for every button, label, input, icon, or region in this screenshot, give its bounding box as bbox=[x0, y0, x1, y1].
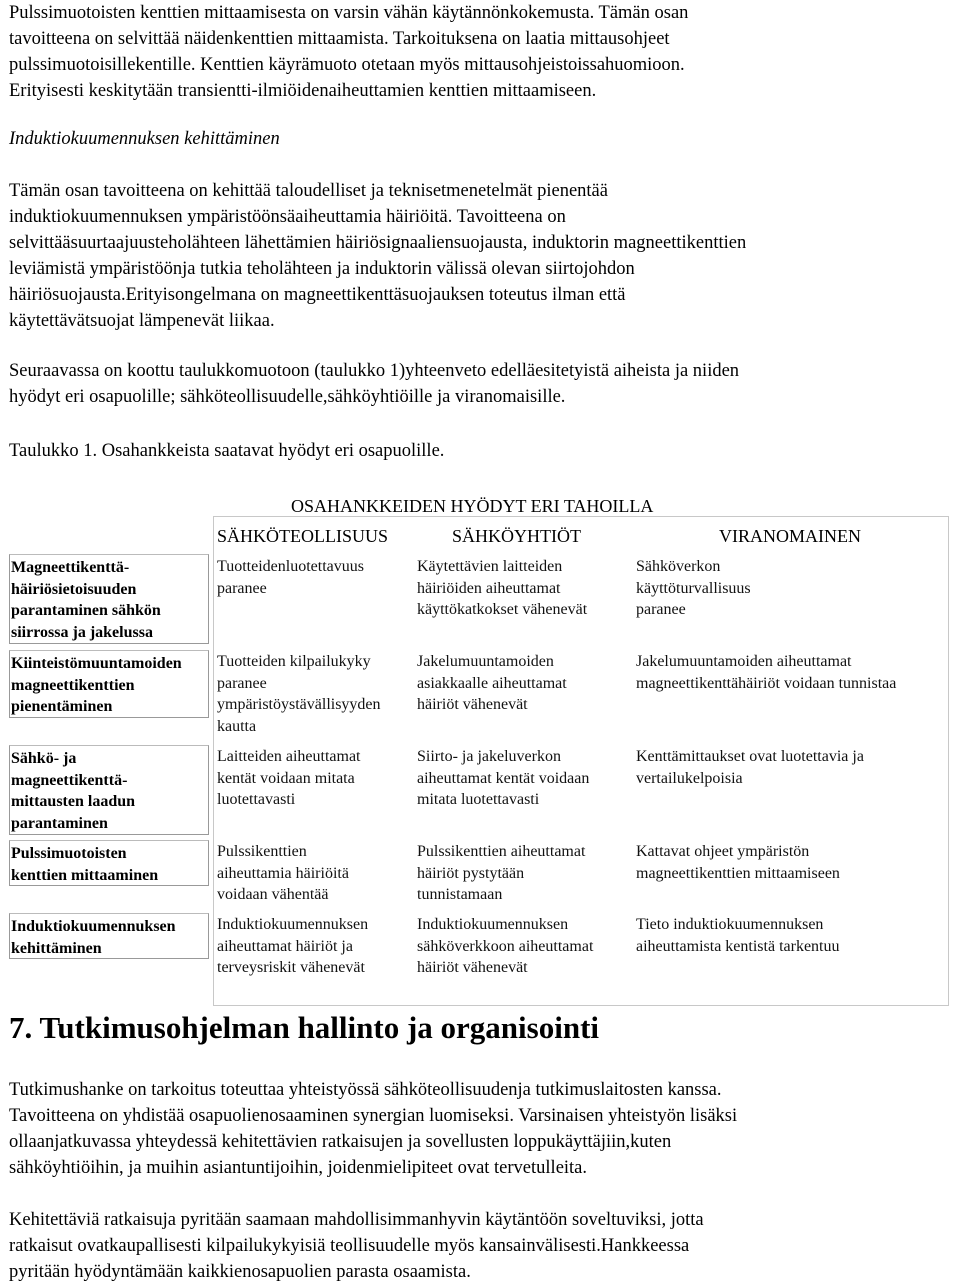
cell-line: tunnistamaan bbox=[417, 886, 503, 903]
row-label bbox=[9, 650, 209, 718]
goal-line: häiriösuojausta.Erityisongelmana on magneettikenttäsuojauksen toteutus ilman että bbox=[9, 285, 626, 305]
cell-line: käyttökatkokset vähenevät bbox=[417, 601, 588, 618]
cell-line: häiriöt vähenevät bbox=[417, 696, 528, 713]
cell-line: paranee bbox=[217, 674, 267, 692]
admin-paragraph-1 bbox=[9, 1077, 944, 1181]
row-label-line: parantaminen sähkön bbox=[11, 602, 161, 619]
cell-line: Kenttämittaukset ovat luotettavia ja bbox=[636, 748, 864, 765]
row-label-line: häiriösietoisuuden bbox=[11, 580, 137, 598]
cell-industry bbox=[217, 651, 412, 737]
cell-line: asiakkaalle aiheuttamat bbox=[417, 674, 567, 692]
admin-line: pyritään hyödyntämään kaikkienosapuolien parasta osaamista. bbox=[9, 1262, 471, 1282]
cell-line: paranee bbox=[217, 579, 267, 597]
cell-line: aiheuttamat häiriöt ja bbox=[217, 937, 353, 955]
cell-line: paranee bbox=[636, 601, 686, 618]
section-heading: 7. Tutkimusohjelman hallinto ja organisointi bbox=[9, 1010, 599, 1045]
cell-industry bbox=[217, 841, 412, 906]
goal-line: Tämän osan tavoitteena on kehittää taloudelliset ja teknisetmenetelmät pienentää bbox=[9, 181, 608, 201]
row-label-line: parantaminen bbox=[11, 814, 108, 832]
table-title: OSAHANKKEIDEN HYÖDYT ERI TAHOILLA bbox=[291, 496, 654, 516]
cell-line: kentät voidaan mitata bbox=[217, 769, 355, 787]
row-label-line: Kiinteistömuuntamoiden bbox=[11, 655, 182, 672]
cell-industry bbox=[217, 746, 412, 811]
cell-line: häiriöiden aiheuttamat bbox=[417, 579, 561, 597]
cell-line: Sähköverkon bbox=[636, 558, 721, 575]
row-label bbox=[9, 840, 209, 886]
cell-line: häiriöt pystytään bbox=[417, 864, 525, 882]
cell-line: Jakelumuuntamoiden bbox=[417, 653, 554, 670]
cell-line: Induktiokuumennuksen bbox=[217, 916, 369, 933]
goal-line: selvittääsuurtaajuusteholähteen lähettämien häiriösignaaliensuojausta, induktorin magneettikenttien bbox=[9, 233, 747, 253]
cell-utilities bbox=[417, 841, 632, 906]
intro-line: tavoitteena on selvittää näidenkenttien mittaamista. Tarkoituksena on laatia mittausohjeet bbox=[9, 29, 670, 49]
column-header-industry: SÄHKÖTEOLLISUUS bbox=[217, 526, 388, 546]
cell-line: käyttöturvallisuus bbox=[636, 579, 751, 597]
cell-authority bbox=[636, 841, 946, 884]
cell-line: Kattavat ohjeet ympäristön bbox=[636, 843, 810, 860]
summary-paragraph bbox=[9, 358, 944, 410]
cell-line: mitata luotettavasti bbox=[417, 791, 540, 808]
row-label-line: siirrossa ja jakelussa bbox=[11, 623, 153, 641]
admin-paragraph-2 bbox=[9, 1207, 944, 1285]
admin-line: sähköyhtiöihin, ja muihin asiantuntijoihin, joidenmielipiteet ovat tervetulleita. bbox=[9, 1158, 588, 1178]
cell-line: aiheuttamat kentät voidaan bbox=[417, 769, 590, 787]
cell-utilities bbox=[417, 914, 632, 979]
cell-line: vertailukelpoisia bbox=[636, 769, 743, 787]
cell-line: magneettikenttien mittaamiseen bbox=[636, 864, 840, 882]
column-header-authority: VIRANOMAINEN bbox=[719, 526, 861, 546]
row-label-line: kehittäminen bbox=[11, 939, 102, 957]
column-header-utilities: SÄHKÖYHTIÖT bbox=[452, 526, 581, 546]
row-label-line: Magneettikenttä- bbox=[11, 559, 130, 576]
cell-line: Käytettävien laitteiden bbox=[417, 558, 563, 575]
cell-utilities bbox=[417, 556, 632, 621]
goal-paragraph bbox=[9, 178, 944, 334]
cell-line: Laitteiden aiheuttamat bbox=[217, 748, 361, 765]
cell-line: voidaan vähentää bbox=[217, 886, 329, 903]
cell-authority bbox=[636, 651, 946, 694]
row-label bbox=[9, 913, 209, 959]
summary-line: hyödyt eri osapuolille; sähköteollisuudelle,sähköyhtiöille ja viranomaisille. bbox=[9, 387, 566, 407]
intro-paragraph bbox=[9, 0, 944, 104]
intro-line: pulssimuotoisillekentille. Kenttien käyrämuoto otetaan myös mittausohjeistoissahuomioon. bbox=[9, 55, 685, 75]
intro-line: Erityisesti keskitytään transientti-ilmiöidenaiheuttamien kenttien mittaamiseen. bbox=[9, 81, 597, 101]
row-label-line: kenttien mittaaminen bbox=[11, 866, 159, 884]
row-label-line: magneettikenttien bbox=[11, 676, 135, 694]
cell-line: Siirto- ja jakeluverkon bbox=[417, 748, 561, 765]
cell-authority bbox=[636, 914, 946, 957]
subheading: Induktiokuumennuksen kehittäminen bbox=[9, 129, 280, 149]
row-label-line: Induktiokuumennuksen bbox=[11, 918, 176, 935]
row-label-line: Sähkö- ja bbox=[11, 750, 77, 767]
cell-line: Tieto induktiokuumennuksen bbox=[636, 916, 824, 933]
row-label-line: pienentäminen bbox=[11, 698, 113, 715]
cell-line: magneettikenttähäiriöt voidaan tunnistaa bbox=[636, 674, 897, 692]
row-label bbox=[9, 745, 209, 835]
cell-line: Tuotteidenluotettavuus bbox=[217, 558, 364, 575]
cell-industry bbox=[217, 556, 412, 599]
goal-line: induktiokuumennuksen ympäristöönsäaiheuttamia häiriöitä. Tavoitteena on bbox=[9, 207, 566, 227]
cell-line: aiheuttamia häiriöitä bbox=[217, 864, 349, 882]
row-label-line: Pulssimuotoisten bbox=[11, 845, 127, 862]
cell-line: luotettavasti bbox=[217, 791, 296, 808]
intro-line: Pulssimuotoisten kenttien mittaamisesta on varsin vähän käytännönkokemusta. Tämän osan bbox=[9, 3, 689, 23]
cell-line: sähköverkkoon aiheuttamat bbox=[417, 937, 594, 955]
admin-line: ratkaisut ovatkaupallisesti kilpailukykyisiä teollisuudelle myös kansainvälisesti.Hankkeessa bbox=[9, 1236, 690, 1256]
cell-line: aiheuttamista kentistä tarkentuu bbox=[636, 937, 840, 955]
admin-line: Tutkimushanke on tarkoitus toteuttaa yhteistyössä sähköteollisuudenja tutkimuslaitosten kanssa. bbox=[9, 1080, 722, 1100]
cell-line: ympäristöystävällisyyden bbox=[217, 696, 381, 713]
cell-line: Pulssikenttien bbox=[217, 843, 307, 860]
cell-utilities bbox=[417, 746, 632, 811]
cell-authority bbox=[636, 556, 946, 621]
goal-line: leviämistä ympäristöönja tutkia teholähteen ja induktorin välissä olevan siirtojohdon bbox=[9, 259, 635, 279]
cell-line: Induktiokuumennuksen bbox=[417, 916, 569, 933]
summary-line: Seuraavassa on koottu taulukkomuotoon (taulukko 1)yhteenveto edelläesitetyistä aiheista ja niiden bbox=[9, 361, 740, 381]
row-label-line: magneettikenttä- bbox=[11, 771, 128, 789]
cell-line: häiriöt vähenevät bbox=[417, 959, 528, 976]
goal-line: käytettävätsuojat lämpenevät liikaa. bbox=[9, 311, 275, 331]
admin-line: ollaanjatkuvassa yhteydessä kehitettävien ratkaisujen ja sovellusten loppukäyttäjiin,kuten bbox=[9, 1132, 672, 1152]
cell-line: Jakelumuuntamoiden aiheuttamat bbox=[636, 653, 852, 670]
cell-line: Pulssikenttien aiheuttamat bbox=[417, 843, 586, 860]
table-caption: Taulukko 1. Osahankkeista saatavat hyödyt eri osapuolille. bbox=[9, 441, 445, 461]
admin-line: Tavoitteena on yhdistää osapuolienosaaminen synergian luomiseksi. Varsinaisen yhteistyön lisäksi bbox=[9, 1106, 738, 1126]
cell-industry bbox=[217, 914, 412, 979]
cell-line: kautta bbox=[217, 717, 257, 735]
admin-line: Kehitettäviä ratkaisuja pyritään saamaan mahdollisimmanhyvin käytäntöön soveltuviksi, jotta bbox=[9, 1210, 704, 1230]
cell-line: Tuotteiden kilpailukyky bbox=[217, 653, 371, 670]
row-label bbox=[9, 554, 209, 644]
cell-authority bbox=[636, 746, 946, 789]
row-label-line: mittausten laadun bbox=[11, 793, 136, 810]
cell-line: terveysriskit vähenevät bbox=[217, 959, 365, 976]
cell-utilities bbox=[417, 651, 632, 716]
